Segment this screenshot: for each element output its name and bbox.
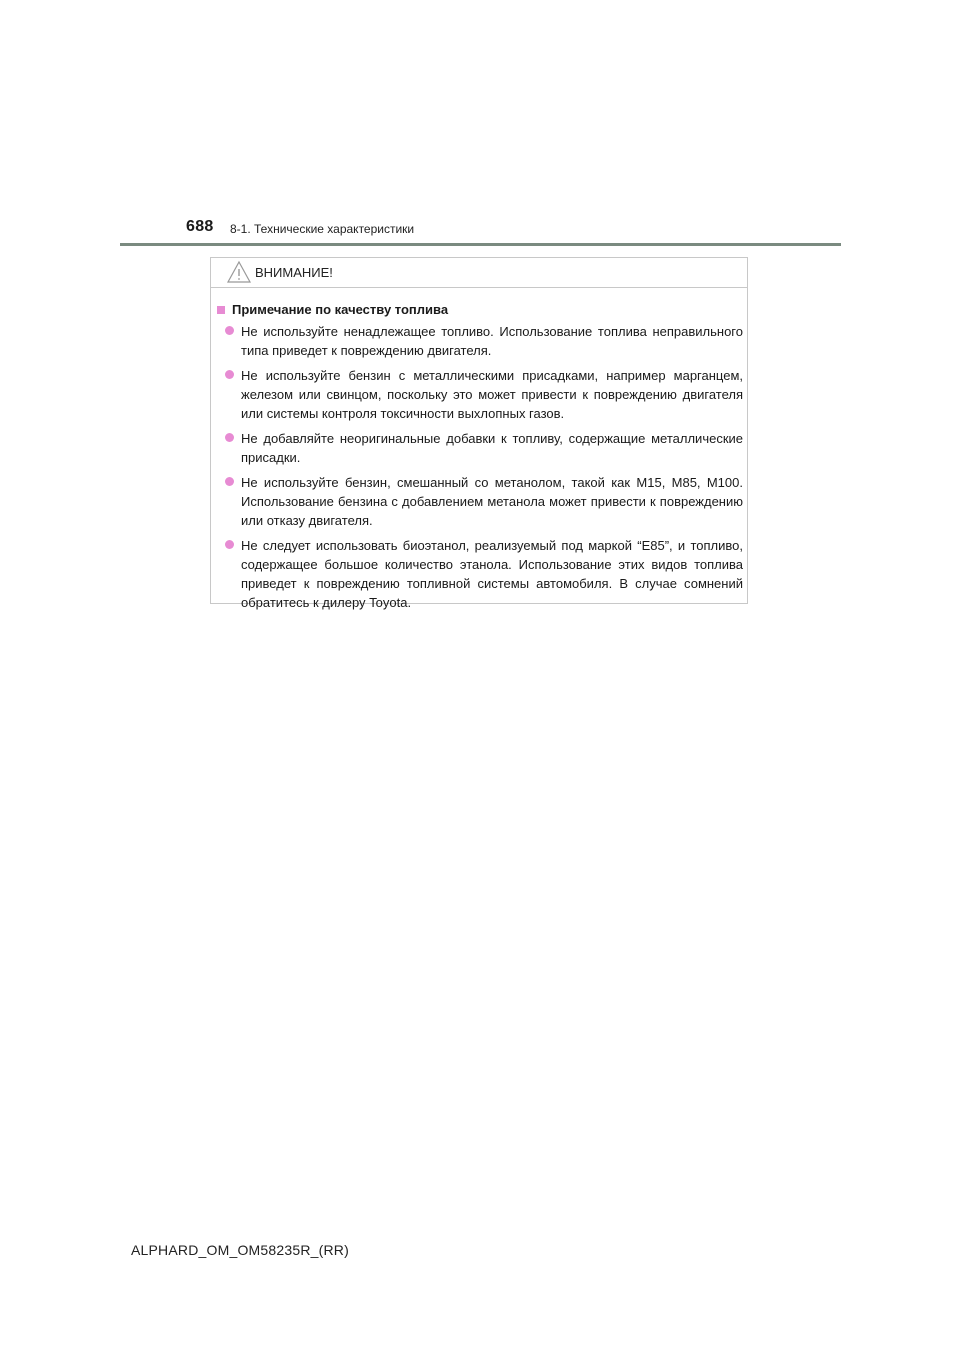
fuel-quality-heading: [217, 302, 448, 317]
document-code: ALPHARD_OM_OM58235R_(RR): [131, 1242, 349, 1258]
list-item: [225, 473, 743, 530]
caution-header: [211, 258, 747, 288]
list-item: [225, 322, 743, 360]
bullet-dot-icon: [225, 326, 234, 335]
warning-triangle-icon: [226, 260, 252, 284]
list-item: [225, 536, 743, 612]
bullet-dot-icon: [225, 370, 234, 379]
list-item-text: Не следует использовать биоэтанол, реализуемый под маркой “E85”, и топливо, содержащее большое количество этанола. Использование этих видов топлива приведет к повреждению топливной системы автомобиля. В случае сомнений обратитесь к дилеру Toyota.: [241, 538, 743, 610]
bullet-dot-icon: [225, 433, 234, 442]
header-divider: [120, 243, 841, 246]
square-bullet-icon: [217, 306, 225, 314]
caution-list: [225, 322, 743, 618]
bullet-dot-icon: [225, 477, 234, 486]
list-item: [225, 429, 743, 467]
caution-title: ВНИМАНИЕ!: [255, 265, 333, 280]
bullet-dot-icon: [225, 540, 234, 549]
list-item-text: Не используйте ненадлежащее топливо. Использование топлива неправильного типа приведет к повреждению двигателя.: [241, 324, 743, 358]
list-item-text: Не добавляйте неоригинальные добавки к топливу, содержащие металлические присадки.: [241, 431, 743, 465]
list-item: [225, 366, 743, 423]
fuel-quality-heading-text: Примечание по качеству топлива: [232, 302, 449, 317]
page-number: 688: [186, 218, 214, 235]
section-title: 8-1. Технические характеристики: [230, 222, 415, 236]
caution-box: [210, 257, 748, 610]
list-item-text: Не используйте бензин, смешанный со метанолом, такой как M15, M85, M100. Использование бензина с добавлением метанола может привести к повреждению или отказу двигателя.: [241, 475, 743, 528]
list-item-text: Не используйте бензин с металлическими присадками, например марганцем, железом или свинцом, поскольку это может привести к повреждению двигателя или системы контроля токсичности выхлопных газов.: [241, 368, 743, 421]
